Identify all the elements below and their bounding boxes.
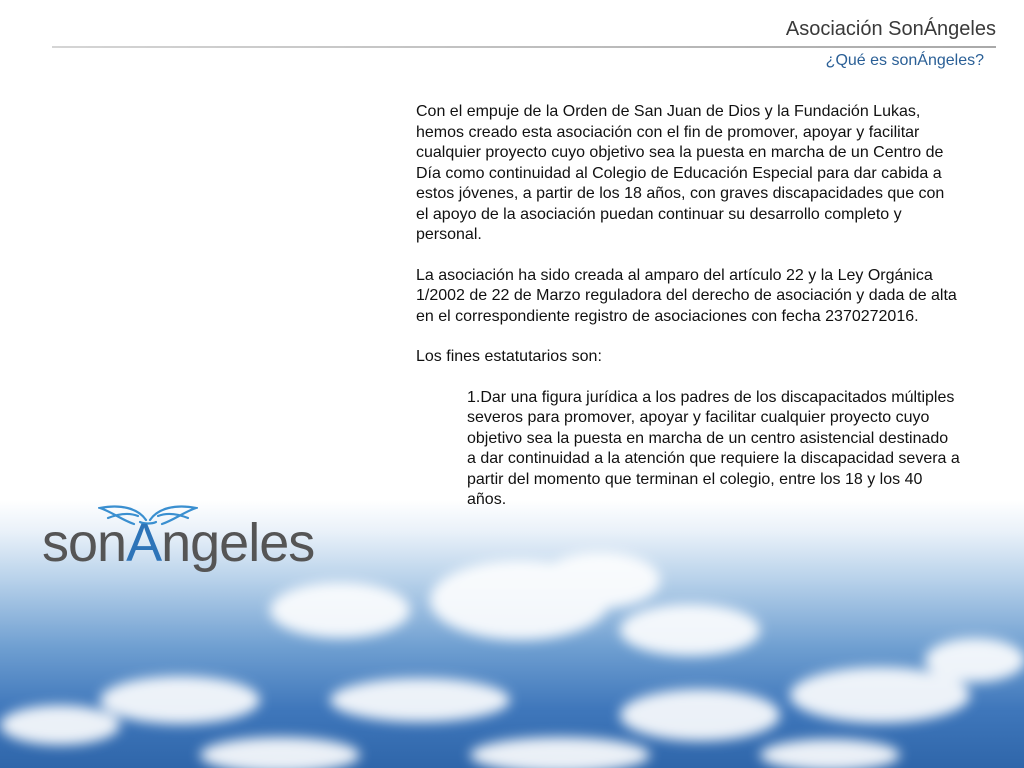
paragraph-legal: La asociación ha sido creada al amparo del artículo 22 y la Ley Orgánica 1/2002 de 22 de Marzo reguladora del derecho de asociación y dada de alta en el correspondiente registro de asociaciones con fecha 2370272016.: [416, 266, 957, 325]
header-divider: [52, 46, 996, 48]
logo-text-son: son: [42, 513, 127, 573]
page-subtitle: ¿Qué es sonÁngeles?: [825, 52, 984, 69]
paragraph-aims-heading: Los fines estatutarios son:: [416, 348, 602, 365]
main-content: [416, 102, 961, 511]
paragraph-intro: Con el empuje de la Orden de San Juan de Dios y la Fundación Lukas, hemos creado esta asociación con el fin de promover, apoyar y facilitar cualquier proyecto cuyo objetivo sea la puesta en marcha de un Centro de Día como continuidad al Colegio de Educación Especial para dar cabida a estos jóvenes, a partir de los 18 años, con graves discapacidades que con el apoyo de la asociación puedan continuar su desarrollo completo y personal.: [416, 103, 945, 243]
page-title: Asociación SonÁngeles: [785, 18, 996, 40]
aims-list-item: 1.Dar una figura jurídica a los padres de los discapacitados múltiples severos para promover, apoyar y facilitar cualquier proyecto cuyo objetivo sea la puesta en marcha de un centro asistencial destinado a dar continuidad a la atención que requiere la discapacidad severa a partir del momento que terminan el colegio, entre los 18 y los 40 años.: [467, 388, 960, 508]
logo-text-a: A: [126, 513, 162, 573]
logo-text-ngeles: ngeles: [161, 513, 315, 573]
sonangeles-logo: [40, 498, 320, 588]
